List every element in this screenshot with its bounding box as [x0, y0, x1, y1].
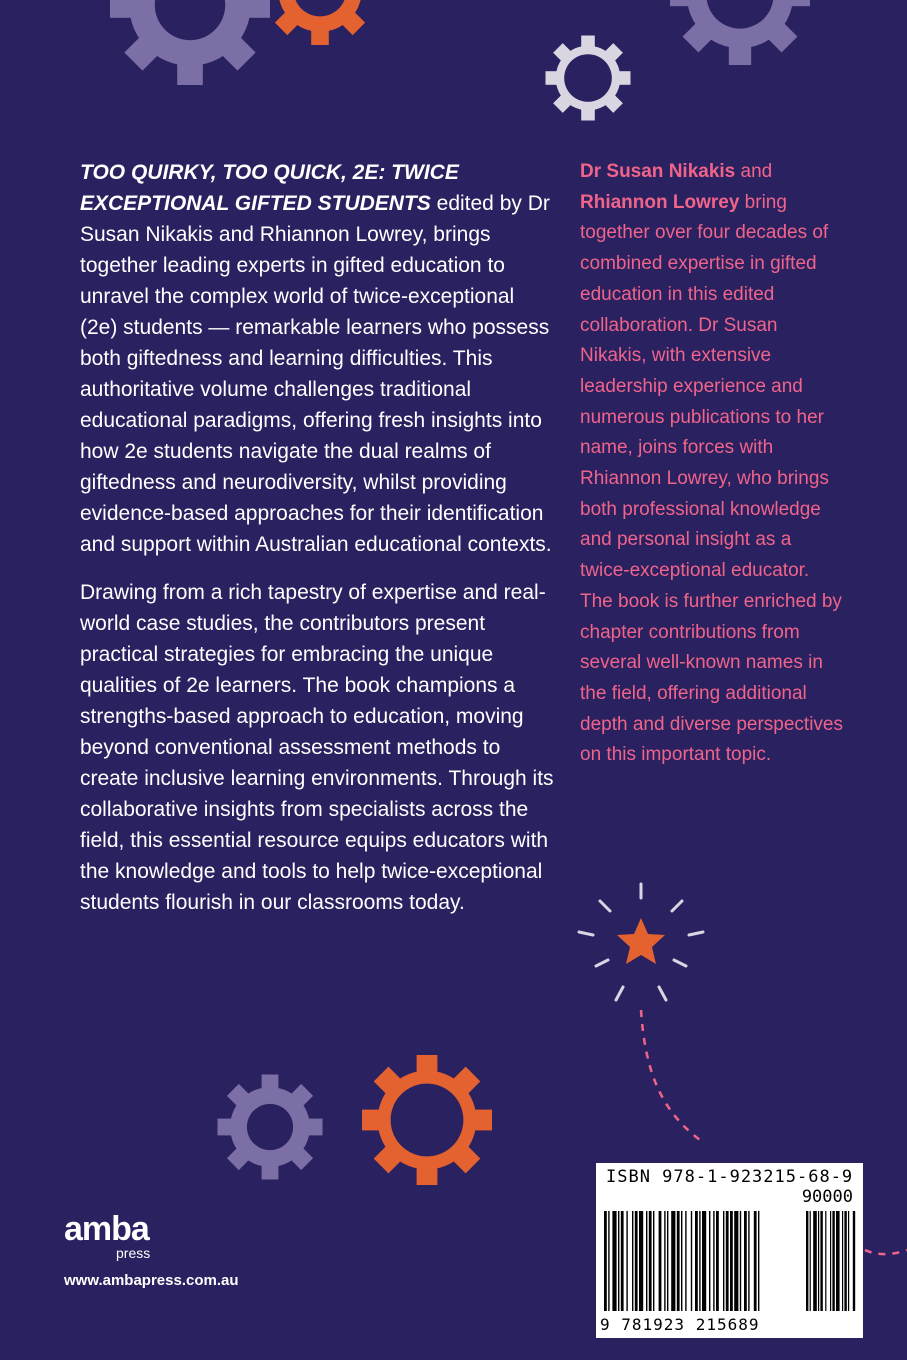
publisher-website[interactable]: www.ambapress.com.au: [64, 1272, 239, 1289]
barcode-bar: [709, 1211, 710, 1311]
author-name-2: Rhiannon Lowrey: [580, 191, 740, 213]
gear-icon: [218, 1075, 323, 1180]
barcode-bar: [740, 1211, 741, 1311]
bio-body: bring together over four decades of combined expertise in gifted education in this edited collaboration. Dr Susan Nikakis, with extensive leadership experience and numerous publications to her name, joins forces with Rhiannon Lowrey, who brings both professional knowledge and personal insight as a twice-exceptional educator. The book is further enriched by chapter contributions from several well-known names in the field, offering additional depth and diverse perspectives on this important topic.: [580, 191, 843, 766]
barcode-bar: [726, 1211, 729, 1311]
book-title: TOO QUIRKY, TOO QUICK, 2E: TWICE EXCEPTIONAL GIFTED STUDENTS: [80, 161, 459, 215]
barcode-bar: [612, 1211, 616, 1311]
barcode-bar: [744, 1211, 747, 1311]
gear-icon: [265, 0, 375, 45]
barcode-bar: [635, 1211, 638, 1311]
publisher-logo: [64, 1212, 174, 1260]
isbn-label: ISBN 978-1-923215-68-9: [606, 1167, 854, 1187]
barcode-bar: [671, 1211, 675, 1311]
gear-icon: [670, 0, 810, 65]
barcode-bar: [702, 1211, 706, 1311]
barcode-bar: [820, 1211, 822, 1311]
barcode-bar: [699, 1211, 700, 1311]
barcode-bar: [646, 1211, 647, 1311]
barcode-bar: [830, 1211, 831, 1311]
barcode-bar: [844, 1211, 846, 1311]
barcode: [596, 1163, 863, 1338]
author-bio: [580, 157, 845, 771]
barcode-bar: [748, 1211, 749, 1311]
barcode-bar: [806, 1211, 808, 1311]
logo-subtext: press: [116, 1245, 151, 1261]
barcode-bar: [723, 1211, 724, 1311]
main-description: [80, 157, 555, 935]
barcode-bar: [848, 1211, 849, 1311]
barcode-bar: [649, 1211, 652, 1311]
price-code: 90000: [801, 1187, 853, 1207]
barcode-bar: [691, 1211, 692, 1311]
author-name-1: Dr Susan Nikakis: [580, 161, 736, 182]
barcode-bar: [758, 1211, 759, 1311]
barcode-bar: [832, 1211, 834, 1311]
barcode-bar: [842, 1211, 843, 1311]
gear-icon: [546, 36, 631, 121]
barcode-bar: [695, 1211, 698, 1311]
barcode-bar: [664, 1211, 665, 1311]
barcode-bar: [853, 1211, 855, 1311]
barcode-bar: [632, 1211, 633, 1311]
logo-wordmark: amba: [64, 1210, 149, 1248]
barcode-bar: [813, 1211, 817, 1311]
star-icon: [579, 884, 703, 1000]
barcode-bar: [713, 1211, 714, 1311]
barcode-bar: [810, 1211, 811, 1311]
isbn-number: 9 781923 215689: [600, 1315, 760, 1334]
barcode-bar: [716, 1211, 719, 1311]
barcode-bar: [754, 1211, 757, 1311]
barcode-bar: [621, 1211, 624, 1311]
barcode-bar: [639, 1211, 643, 1311]
barcode-bar: [836, 1211, 840, 1311]
barcode-bars: [596, 1163, 863, 1338]
barcode-bar: [681, 1211, 682, 1311]
barcode-bar: [653, 1211, 654, 1311]
barcode-bar: [730, 1211, 733, 1311]
barcode-bar: [626, 1211, 627, 1311]
barcode-bar: [825, 1211, 826, 1311]
barcode-bar: [659, 1211, 662, 1311]
description-body-1: edited by Dr Susan Nikakis and Rhiannon Lowrey, brings together leading experts in gifted education to unravel the complex world of twice-exceptional (2e) students — remarkable learners who possess both giftedness and learning difficulties. This authoritative volume challenges traditional educational paradigms, offering fresh insights into how 2e students navigate the dual realms of giftedness and neurodiversity, whilst providing evidence-based approaches for their identification and support within Australian educational contexts.: [80, 192, 552, 556]
description-paragraph-2: Drawing from a rich tapestry of expertise and real-world case studies, the contributors present practical strategies for embracing the unique qualities of 2e learners. The book champions a strengths-based approach to education, moving beyond conventional assessment methods to create inclusive learning environments. Through its collaborative insights from specialists across the field, this essential resource equips educators with the knowledge and tools to help twice-exceptional students flourish in our classrooms today.: [80, 581, 554, 914]
description-paragraph-1: [80, 157, 555, 560]
barcode-bar: [604, 1211, 607, 1311]
gear-icon: [110, 0, 270, 85]
gear-icon: [362, 1055, 492, 1185]
barcode-bar: [734, 1211, 738, 1311]
barcode-bar: [677, 1211, 680, 1311]
barcode-bar: [667, 1211, 668, 1311]
barcode-bar: [685, 1211, 686, 1311]
bio-and: and: [735, 161, 773, 182]
barcode-bar: [618, 1211, 619, 1311]
barcode-bar: [818, 1211, 819, 1311]
barcode-bar: [608, 1211, 609, 1311]
